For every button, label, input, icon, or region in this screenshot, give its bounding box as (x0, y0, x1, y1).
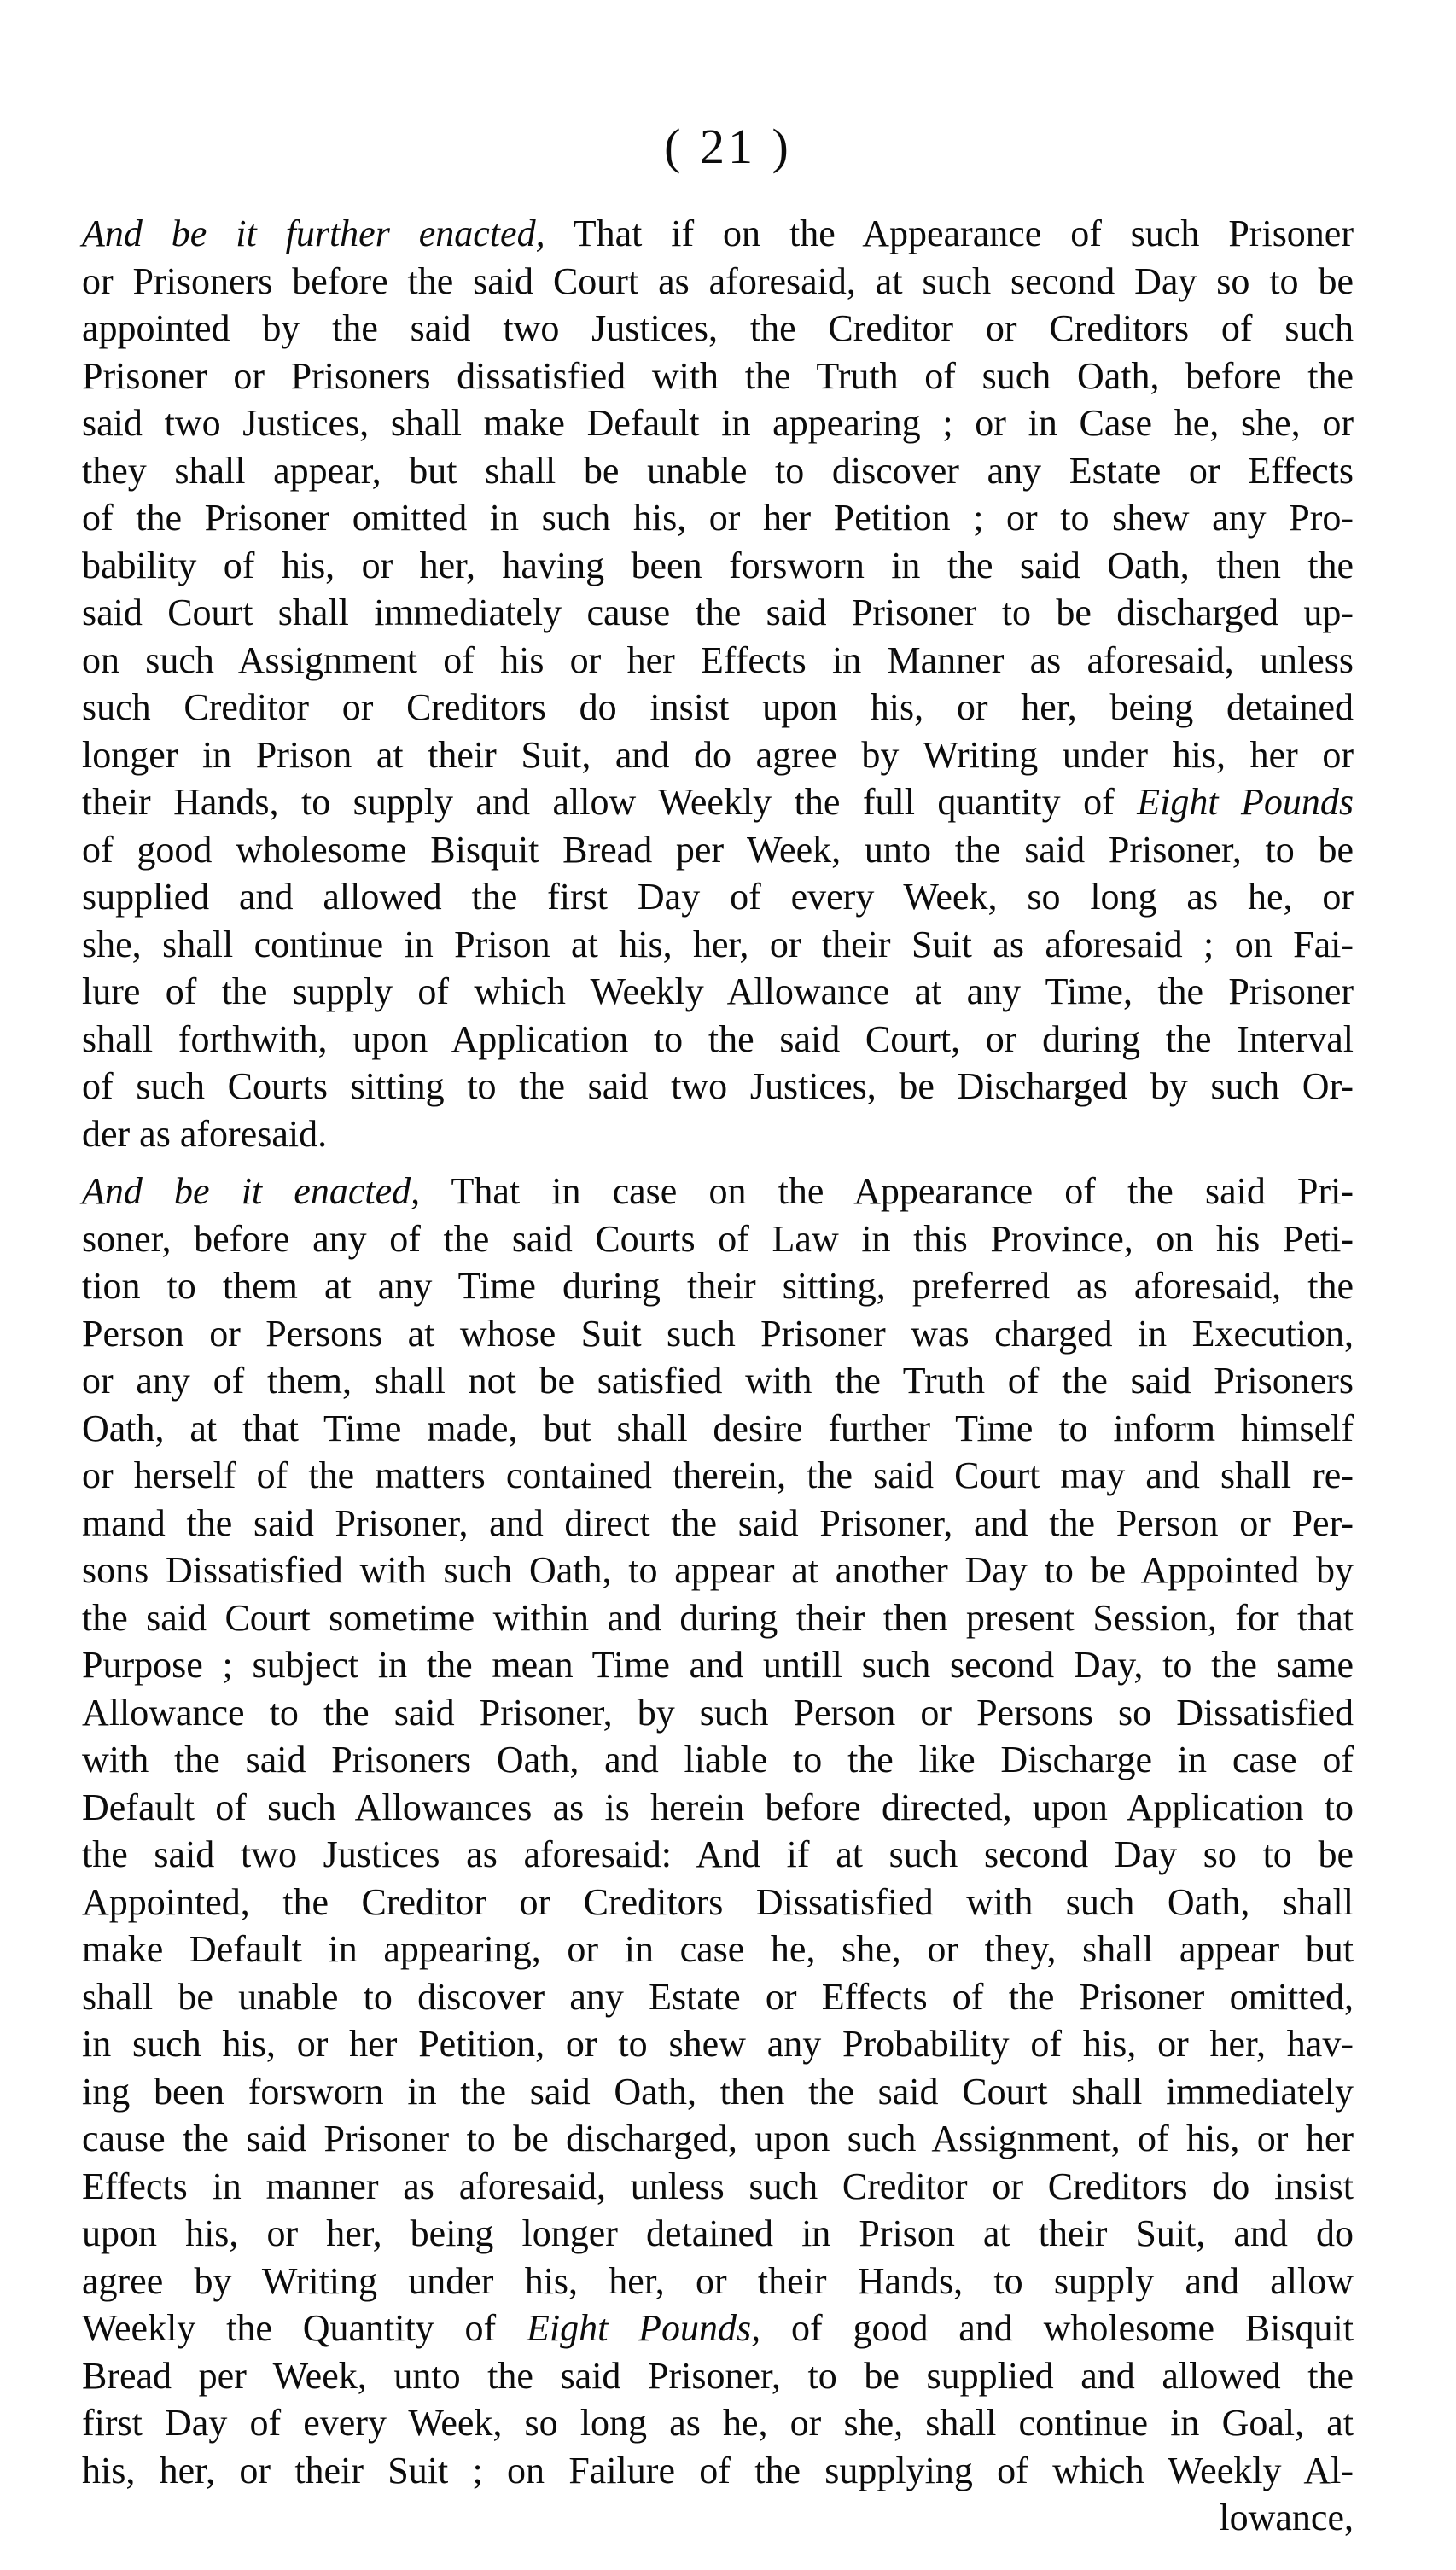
text-line: in such his, or her Petition, or to shew any Probability of his, or her, hav- (82, 2023, 1354, 2065)
text-line: supplied and allowed the first Day of every Week, so long as he, or (82, 876, 1354, 918)
text-line: or Prisoners before the said Court as aforesaid, at such second Day so to be (82, 259, 1354, 302)
text-line: the said Court sometime within and during their then present Session, for that (82, 1596, 1354, 1639)
text-line: mand the said Prisoner, and direct the said Prisoner, and the Person or Per- (82, 1501, 1354, 1544)
line-text: their Hands, to supply and allow Weekly the full quantity of (82, 781, 1138, 823)
text-line: of the Prisoner omitted in such his, or her Petition ; or to shew any Pro- (82, 497, 1354, 539)
text-line (82, 210, 1354, 258)
text-line: or herself of the matters contained therein, the said Court may and shall re- (82, 1454, 1354, 1496)
text-line: said Court shall immediately cause the said Prisoner to be discharged up- (82, 592, 1354, 633)
text-line: first Day of every Week, so long as he, or she, shall continue in Goal, at (82, 2402, 1354, 2444)
text-line: appointed by the said two Justices, the Creditor or Creditors of such (82, 307, 1354, 349)
line-text: Weekly the Quantity of (82, 2307, 527, 2349)
text-line: soner, before any of the said Courts of Law in this Province, on his Peti- (82, 1217, 1354, 1260)
text-line: Bread per Week, unto the said Prisoner, to be supplied and allowed the (82, 2354, 1354, 2397)
line-text: of good and wholesome Bisquit (760, 2307, 1354, 2349)
text-line (82, 2305, 1354, 2352)
text-line (82, 1168, 1354, 1215)
line-text: That in case on the Appearance of the said Pri- (420, 1170, 1354, 1212)
text-line: agree by Writing under his, her, or their Hands, to supply and allow (82, 2259, 1354, 2302)
text-line: Default of such Allowances as is herein before directed, upon Application to (82, 1786, 1354, 1828)
text-line: said two Justices, shall make Default in appearing ; or in Case he, she, or (82, 402, 1354, 444)
text-line: they shall appear, but shall be unable to discover any Estate or Effects (82, 449, 1354, 492)
text-line: or any of them, shall not be satisfied with the Truth of the said Prisoners (82, 1360, 1354, 1402)
text-line: such Creditor or Creditors do insist upon his, or her, being detained (82, 686, 1354, 728)
text-line: Purpose ; subject in the mean Time and untill such second Day, to the same (82, 1644, 1354, 1686)
text-line: with the said Prisoners Oath, and liable to the like Discharge in case of (82, 1739, 1354, 1780)
text-line: make Default in appearing, or in case he, she, or they, shall appear but (82, 1928, 1354, 1970)
text-line: Oath, at that Time made, but shall desire further Time to inform himself (82, 1407, 1354, 1449)
text-line: she, shall continue in Prison at his, her, or their Suit as aforesaid ; on Fai- (82, 923, 1354, 965)
text-line: sons Dissatisfied with such Oath, to appear at another Day to be Appointed by (82, 1549, 1354, 1591)
text-line: Prisoner or Prisoners dissatisfied with the Truth of such Oath, before the (82, 354, 1354, 397)
text-line: Allowance to the said Prisoner, by such Person or Persons so Dissatisfied (82, 1691, 1354, 1734)
text-line: the said two Justices as aforesaid: And if at such second Day so to be (82, 1833, 1354, 1875)
text-line: of good wholesome Bisquit Bread per Week, unto the said Prisoner, to be (82, 828, 1354, 871)
quantity-emphasis: Eight Pounds, (526, 2307, 761, 2349)
paragraph-1 (82, 210, 1354, 1157)
text-line: Effects in manner as aforesaid, unless such Creditor or Creditors do insist (82, 2165, 1354, 2207)
quantity-emphasis: Eight Pounds (1137, 781, 1354, 823)
text-line: cause the said Prisoner to be discharged, upon such Assignment, of his, or her (82, 2118, 1354, 2159)
text-line: tion to them at any Time during their sitting, preferred as aforesaid, the (82, 1265, 1354, 1307)
text-line: of such Courts sitting to the said two Justices, be Discharged by such Or- (82, 1065, 1354, 1107)
text-line: Appointed, the Creditor or Creditors Dissatisfied with such Oath, shall (82, 1880, 1354, 1923)
text-line: shall be unable to discover any Estate or Effects of the Prisoner omitted, (82, 1975, 1354, 2018)
text-line: his, her, or their Suit ; on Failure of the supplying of which Weekly Al- (82, 2449, 1354, 2491)
text-line: shall forthwith, upon Application to the said Court, or during the Interval (82, 1017, 1354, 1060)
text-line: der as aforesaid. (82, 1112, 328, 1155)
text-line: on such Assignment of his or her Effects in Manner as aforesaid, unless (82, 638, 1354, 681)
enacting-clause: And be it further enacted, (82, 213, 545, 254)
page-number: ( 21 ) (664, 119, 792, 174)
text-line: Person or Persons at whose Suit such Prisoner was charged in Execution, (82, 1312, 1354, 1355)
text-line: ing been forsworn in the said Oath, then the said Court shall immediately (82, 2070, 1354, 2113)
text-line: upon his, or her, being longer detained in Prison at their Suit, and do (82, 2212, 1354, 2254)
text-line: bability of his, or her, having been forsworn in the said Oath, then the (82, 544, 1354, 586)
text-line: longer in Prison at their Suit, and do agree by Writing under his, her or (82, 733, 1354, 776)
line-text: That if on the Appearance of such Prisoner (545, 213, 1354, 254)
text-line (82, 778, 1354, 826)
enacting-clause: And be it enacted, (82, 1170, 421, 1212)
catchword: lowance, (1219, 2497, 1354, 2538)
paragraph-2 (82, 1168, 1354, 2542)
text-line: lure of the supply of which Weekly Allowance at any Time, the Prisoner (82, 970, 1354, 1012)
